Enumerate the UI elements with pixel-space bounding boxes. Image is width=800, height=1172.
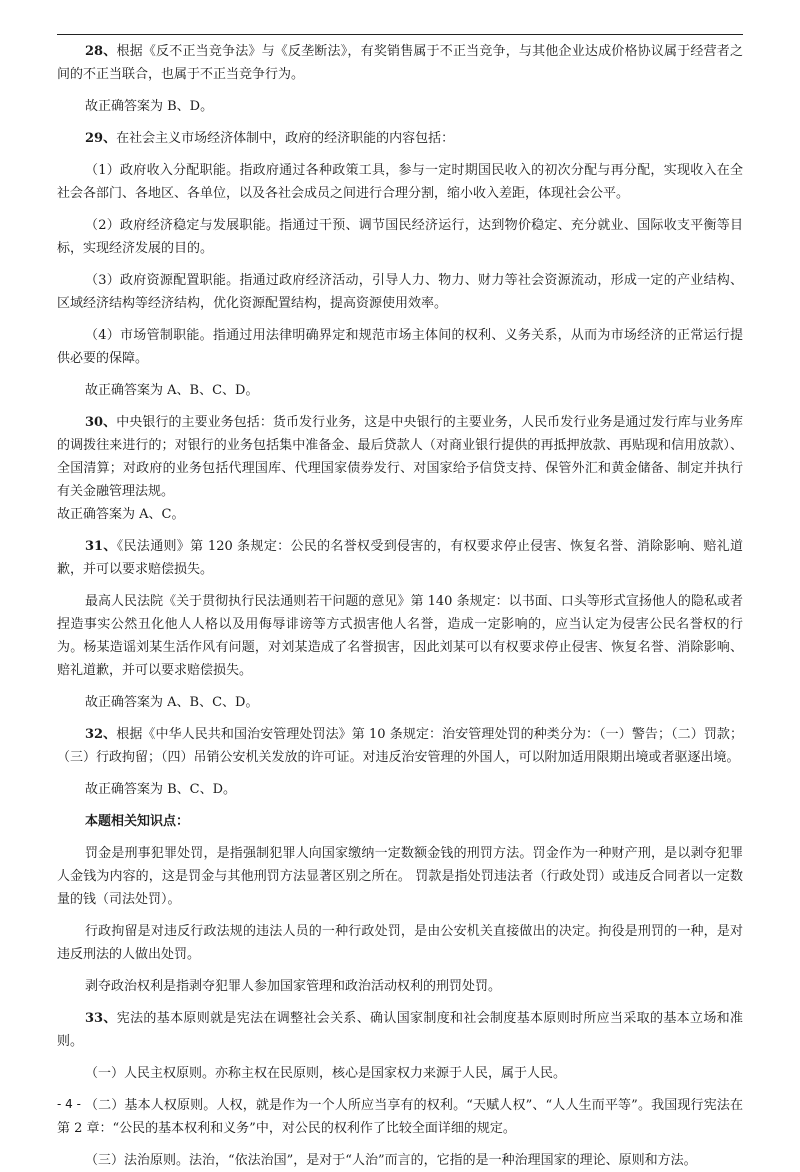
knowledge-para-3: 剥夺政治权利是指剥夺犯罪人参加国家管理和政治活动权利的刑罚处罚。 [85,979,502,994]
q28-para: 28、根据《反不正当竞争法》与《反垄断法》，有奖销售属于不正当竞争，与其他企业达成价格协议属于经营者之间的不正当联合，也属于不正当竞争行为。 [57,44,743,82]
q32-para: 32、根据《中华人民共和国治安管理处罚法》第 10 条规定：治安管理处罚的种类分为：（一）警告；（二）罚款；（三）行政拘留；（四）吊销公安机关发放的许可证。对违反治安管理的外国人，可以附加适用限期出境或者驱逐出境。 [57,727,744,765]
q32-answer: 故正确答案为 B、C、D。 [85,782,237,797]
header-rule [57,34,743,35]
q33-item-2: （二）基本人权原则。人权，就是作为一个人所应当享有的权利。“天赋人权”、“人人生而平等”。我国现行宪法在第 2 章：“公民的基本权利和义务”中，对公民的权利作了比较全面详细的规定。 [57,1098,743,1136]
q33-item-1: （一）人民主权原则。亦称主权在民原则，核心是国家权力来源于人民，属于人民。 [85,1066,567,1081]
q28-answer: 故正确答案为 B、D。 [85,99,214,114]
q29-item-2: （2）政府经济稳定与发展职能。指通过干预、调节国民经济运行，达到物价稳定、充分就业、国际收支平衡等目标，实现经济发展的目的。 [57,218,743,256]
q29-answer: 故正确答案为 A、B、C、D。 [85,383,259,398]
knowledge-para-1: 罚金是刑事犯罪处罚，是指强制犯罪人向国家缴纳一定数额金钱的刑罚方法。罚金作为一种财产刑，是以剥夺犯罪人金钱为内容的，这是罚金与其他刑罚方法显著区别之所在。 罚款是指处罚违法者（行政处罚）或违反合同者以一定数量的钱（司法处罚）。 [57,846,743,907]
knowledge-para-2: 行政拘留是对违反行政法规的违法人员的一种行政处罚，是由公安机关直接做出的决定。拘役是刑罚的一种，是对违反刑法的人做出处罚。 [57,924,743,962]
page-number: - 4 - [57,1097,81,1111]
q33-para: 33、宪法的基本原则就是宪法在调整社会关系、确认国家制度和社会制度基本原则时所应当采取的基本立场和准则。 [57,1011,743,1049]
document-body [57,40,743,1172]
q30-para: 30、中央银行的主要业务包括：货币发行业务，这是中央银行的主要业务，人民币发行业务是通过发行库与业务库的调拨往来进行的；对银行的业务包括集中准备金、最后贷款人（对商业银行提供的再抵押放款、再贴现和信用放款）、全国清算；对政府的业务包括代理国库、代理国家债券发行、对国家给予信贷支持、保管外汇和黄金储备、制定并执行有关金融管理法规。 [57,415,743,499]
q31-para: 31、《民法通则》第 120 条规定：公民的名誉权受到侵害的，有权要求停止侵害、恢复名誉、消除影响、赔礼道歉，并可以要求赔偿损失。 [57,539,743,577]
q33-item-3: （三）法治原则。法治，“依法治国”，是对于“人治”而言的，它指的是一种治理国家的理论、原则和方法。 [85,1153,697,1168]
q29-item-4: （4）市场管制职能。指通过用法律明确界定和规范市场主体间的权利、义务关系，从而为市场经济的正常运行提供必要的保障。 [57,328,743,366]
q29-item-3: （3）政府资源配置职能。指通过政府经济活动，引导人力、物力、财力等社会资源流动，形成一定的产业结构、区域经济结构等经济结构，优化资源配置结构，提高资源使用效率。 [57,273,743,311]
q30-answer: 故正确答案为 A、C。 [57,507,185,522]
q31-answer: 故正确答案为 A、B、C、D。 [85,695,259,710]
q29-item-1: （1）政府收入分配职能。指政府通过各种政策工具，参与一定时期国民收入的初次分配与再分配，实现收入在全社会各部门、各地区、各单位，以及各社会成员之间进行合理分割，缩小收入差距，体现社会公平。 [57,163,743,201]
knowledge-heading: 本题相关知识点： [85,814,190,829]
q31-para-2: 最高人民法院《关于贯彻执行民法通则若干问题的意见》第 140 条规定：以书面、口头等形式宣扬他人的隐私或者捏造事实公然丑化他人人格以及用侮辱诽谤等方式损害他人名誉，造成一定影响的，应当认定为侵害公民名誉权的行为。杨某造谣刘某生活作风有问题，对刘某造成了名誉损害，因此刘某可以有权要求停止侵害、恢复名誉、消除影响、赔礼道歉，并可以要求赔偿损失。 [57,594,743,678]
q29-para: 29、在社会主义市场经济体制中，政府的经济职能的内容包括： [85,131,455,146]
